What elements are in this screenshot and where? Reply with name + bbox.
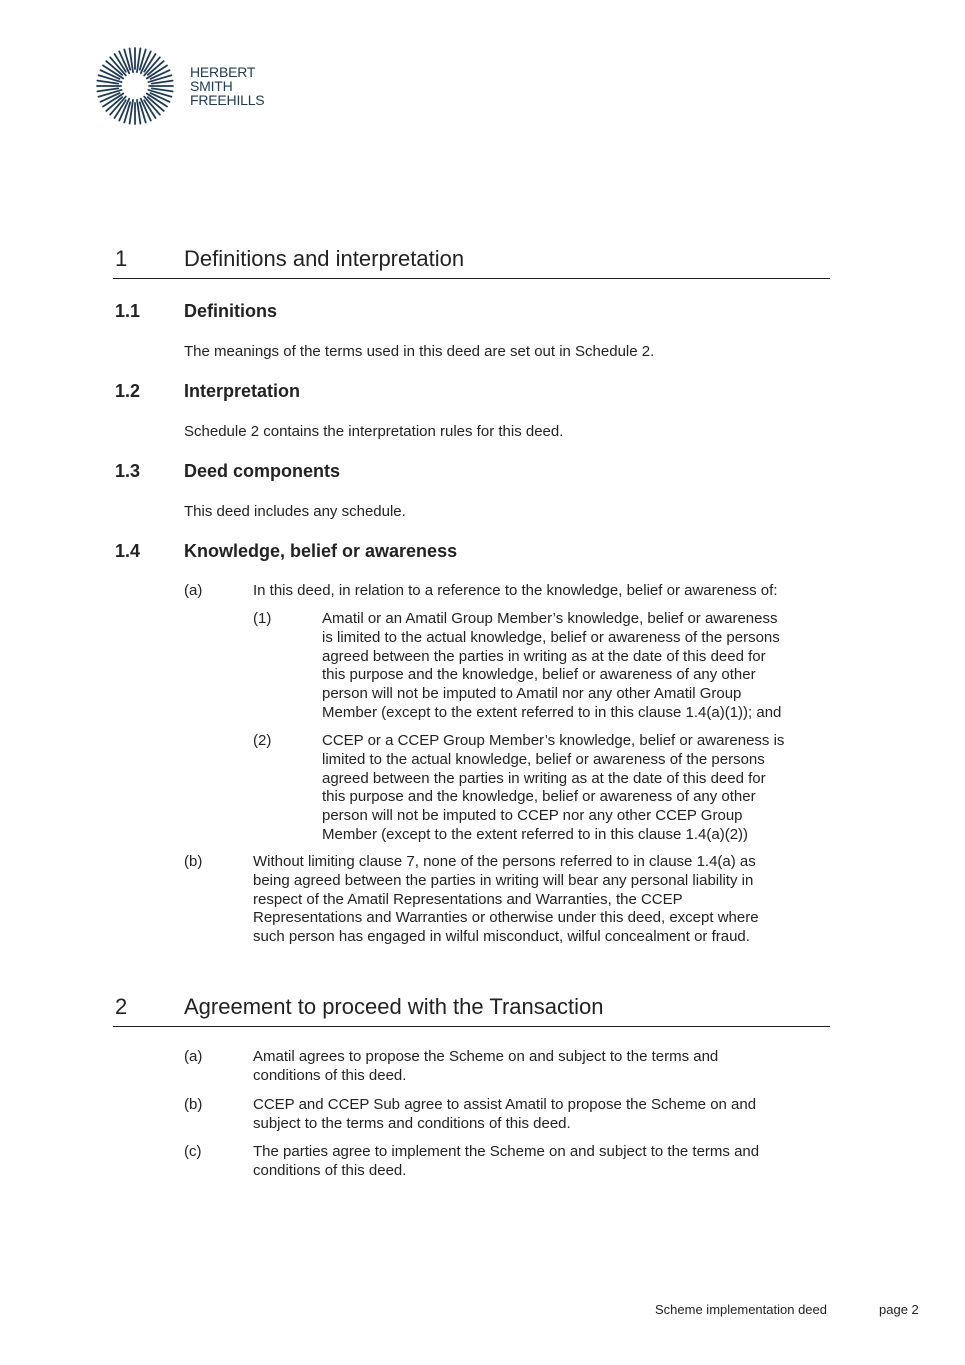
item-text: In this deed, in relation to a reference to the knowledge, belief or awareness of: [253, 582, 778, 599]
clause-number: 1.1 [115, 301, 141, 321]
text-line: Member (except to the extent referred to in this clause 1.4(a)(2)) [322, 825, 749, 843]
text-line: limited to the actual knowledge, belief or awareness of the persons [322, 750, 765, 768]
text-line: person will not be imputed to CCEP nor any other CCEP Group [322, 807, 743, 825]
clause-1-1-text: The meanings of the terms used in this deed are set out in Schedule 2. [184, 343, 655, 360]
clause-title: Interpretation [184, 381, 301, 401]
clause-1-2-text: Schedule 2 contains the interpretation rules for this deed. [184, 423, 564, 440]
text-line: CCEP or a CCEP Group Member’s knowledge, belief or awareness is [322, 732, 785, 749]
clause-1-3-text: This deed includes any schedule. [184, 503, 406, 520]
text-line: is limited to the actual knowledge, belief or awareness of the persons [322, 628, 780, 646]
clause-title: Knowledge, belief or awareness [184, 541, 458, 561]
text-line: Representations and Warranties or otherwise under this deed, except where [253, 909, 759, 927]
text-line: conditions of this deed. [253, 1066, 407, 1084]
text-line: conditions of this deed. [253, 1161, 407, 1179]
footer-page-number: page 2 [879, 1302, 919, 1317]
item-label: (c) [184, 1143, 202, 1160]
item-text [322, 732, 784, 845]
section-2-heading [113, 994, 830, 1027]
text-line: Amatil or an Amatil Group Member’s knowledge, belief or awareness [322, 610, 778, 627]
clause-number: 1.2 [115, 381, 141, 401]
text-line: CCEP and CCEP Sub agree to assist Amatil to propose the Scheme on and [253, 1096, 757, 1113]
clause-number: 1.3 [115, 461, 141, 481]
item-label: (1) [253, 610, 272, 627]
clause-title: Definitions [184, 301, 277, 321]
item-text [253, 1048, 718, 1086]
text-line: The parties agree to implement the Scheme on and subject to the terms and [253, 1143, 760, 1160]
sunburst-icon [96, 47, 176, 127]
item-text [253, 1096, 756, 1134]
text-line: respect of the Amatil Representations and Warranties, the CCEP [253, 890, 683, 908]
item-text [253, 1143, 759, 1181]
text-line: Amatil agrees to propose the Scheme on and subject to the terms and [253, 1048, 719, 1065]
text-line: such person has engaged in wilful misconduct, wilful concealment or fraud. [253, 928, 750, 946]
text-line: subject to the terms and conditions of this deed. [253, 1114, 571, 1132]
section-title: Definitions and interpretation [184, 246, 465, 271]
item-label: (b) [184, 1096, 203, 1113]
firm-logo [96, 47, 276, 127]
item-label: (2) [253, 732, 272, 749]
logo-wordmark [190, 65, 264, 107]
logo-line-3: FREEHILLS [190, 92, 265, 108]
item-text [322, 610, 781, 723]
section-title: Agreement to proceed with the Transaction [184, 994, 604, 1019]
logo-line-2: SMITH [190, 78, 233, 94]
item-label: (b) [184, 853, 203, 870]
text-line: being agreed between the parties in writing will bear any personal liability in [253, 871, 754, 889]
text-line: Without limiting clause 7, none of the persons referred to in clause 1.4(a) as [253, 853, 756, 870]
item-text [253, 853, 759, 947]
text-line: agreed between the parties in writing as at the date of this deed for [322, 769, 766, 787]
section-number: 1 [115, 246, 128, 271]
text-line: this purpose and the knowledge, belief or awareness of any other [322, 666, 756, 684]
text-line: person will not be imputed to Amatil nor any other Amatil Group [322, 685, 742, 703]
text-line: Member (except to the extent referred to in this clause 1.4(a)(1)); and [322, 703, 782, 721]
text-line: this purpose and the knowledge, belief or awareness of any other [322, 788, 756, 806]
item-label: (a) [184, 582, 203, 599]
section-1-heading [113, 246, 830, 279]
footer-doc-title: Scheme implementation deed [655, 1302, 827, 1317]
logo-line-1: HERBERT [190, 64, 256, 80]
item-label: (a) [184, 1048, 203, 1065]
section-number: 2 [115, 994, 128, 1019]
clause-title: Deed components [184, 461, 341, 481]
clause-number: 1.4 [115, 541, 141, 561]
text-line: agreed between the parties in writing as at the date of this deed for [322, 647, 766, 665]
